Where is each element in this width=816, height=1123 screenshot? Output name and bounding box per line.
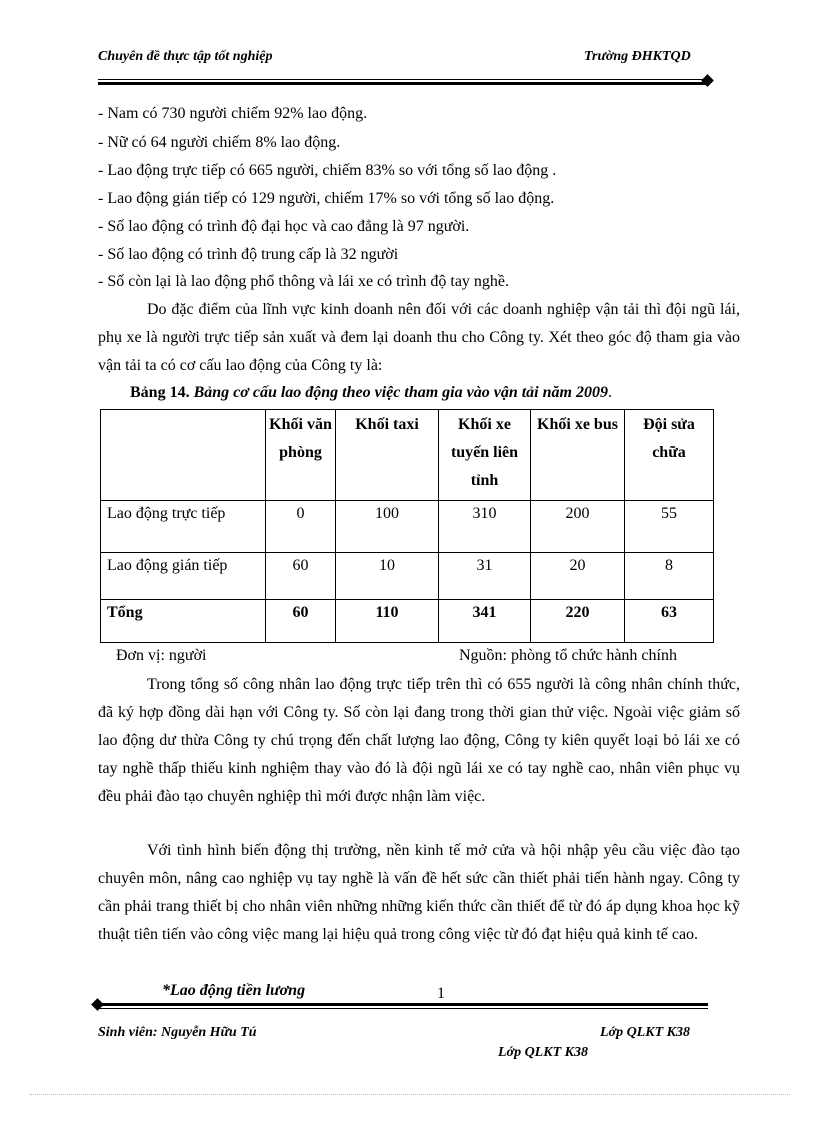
header-col-office: Khối văn phòng [266,410,336,501]
section-subheading: *Lao động tiền lương [162,982,306,999]
cell-value: 220 [531,600,625,643]
cell-value: 100 [336,501,439,553]
row-label: Lao động trực tiếp [101,501,266,553]
cell-value: 200 [531,501,625,553]
header-corner-cell [101,410,266,501]
cell-value: 63 [625,600,714,643]
bullet-item: - Lao động trực tiếp có 665 người, chiếm 83% so với tổng số lao động . [98,162,557,179]
cell-value: 55 [625,501,714,553]
table-caption [130,384,612,402]
source-note: Nguồn: phòng tổ chức hành chính [459,647,677,664]
cell-value: 20 [531,553,625,600]
cell-value: 60 [266,553,336,600]
table-row-total [101,600,714,643]
header-col-repair: Đội sửa chữa [625,410,714,501]
cell-value: 31 [439,553,531,600]
bullet-item: - Lao động gián tiếp có 129 người, chiếm 17% so với tổng số lao động. [98,190,555,207]
table-row [101,501,714,553]
caption-label: Bảng 14. [130,384,190,401]
cell-value: 341 [439,600,531,643]
intro-paragraph: Do đặc điểm của lĩnh vực kinh doanh nên đối với các doanh nghiệp vận tải thì đội ngũ lái, phụ xe là người trực tiếp sản xuất và đem lại doanh thu cho Công ty. Xét theo góc độ tham gia vào vận tải ta có cơ cấu lao động của Công ty là: [98,301,740,374]
row-label: Tổng [101,600,266,643]
footer-rule-thick [98,1003,708,1006]
labor-structure-table [100,409,714,643]
footer-class: Lớp QLKT K38 [600,1025,690,1040]
header-right: Trường ĐHKTQD [584,49,691,64]
cell-value: 8 [625,553,714,600]
paragraph-3: Với tình hình biến động thị trường, nền kinh tế mở cửa và hội nhập yêu cầu việc đào tạo chuyên môn, nâng cao nghiệp vụ tay nghề là vấn đề hết sức cần thiết phải tiến hành ngay. Công ty cần phải trang thiết bị cho nhân viên những những kiến thức cần thiết để từ đó áp dụng khoa học kỹ thuật tiên tiến vào công việc mang lại hiệu quả trong công việc từ đó đạt hiệu quả kinh tế cao. [98,842,740,943]
caption-title: Bảng cơ cấu lao động theo việc tham gia vào vận tải năm 2009 [193,384,608,401]
table-row [101,553,714,600]
bullet-item: - Nam có 730 người chiếm 92% lao động. [98,105,368,122]
cell-value: 60 [266,600,336,643]
header-rule-thin [98,79,708,80]
table-header-row [101,410,714,501]
paragraph-2: Trong tổng số công nhân lao động trực tiếp trên thì có 655 người là công nhân chính thức, đã ký hợp đồng dài hạn với Công ty. Số còn lại đang trong thời gian thử việc. Ngoài việc giảm số lao động dư thừa Công ty chú trọng đến chất lượng lao động, Công ty kiên quyết loại bỏ lái xe có tay nghề thấp thiếu kinh nghiệm thay vào đó là đội ngũ lái xe có tay nghề cao, nhân viên phục vụ đều phải đào tạo chuyên nghiệp thì mới được nhận làm việc. [98,676,740,805]
row-label: Lao động gián tiếp [101,553,266,600]
bullet-item: - Số lao động có trình độ trung cấp là 32 người [98,246,399,263]
footer-rule-thin [98,1008,708,1009]
caption-end: . [607,384,612,401]
bullet-item: - Nữ có 64 người chiếm 8% lao động. [98,134,341,151]
header-left: Chuyên đề thực tập tốt nghiệp [98,49,273,64]
bullet-item: - Số lao động có trình độ đại học và cao đẳng là 97 người. [98,218,470,235]
cell-value: 10 [336,553,439,600]
cell-value: 310 [439,501,531,553]
cell-value: 0 [266,501,336,553]
header-col-intercity: Khối xe tuyến liên tỉnh [439,410,531,501]
footer-class-duplicate: Lớp QLKT K38 [498,1045,588,1060]
header-col-bus: Khối xe bus [531,410,625,501]
bullet-item: - Số còn lại là lao động phổ thông và lái xe có trình độ tay nghề. [98,273,510,290]
cell-value: 110 [336,600,439,643]
page-number: 1 [437,985,445,1002]
header-rule-thick [98,82,708,85]
unit-note: Đơn vị: người [116,647,207,664]
header-col-taxi: Khối taxi [336,410,439,501]
footer-student: Sinh viên: Nguyễn Hữu Tú [98,1025,257,1040]
page-edge-line [30,1094,790,1095]
